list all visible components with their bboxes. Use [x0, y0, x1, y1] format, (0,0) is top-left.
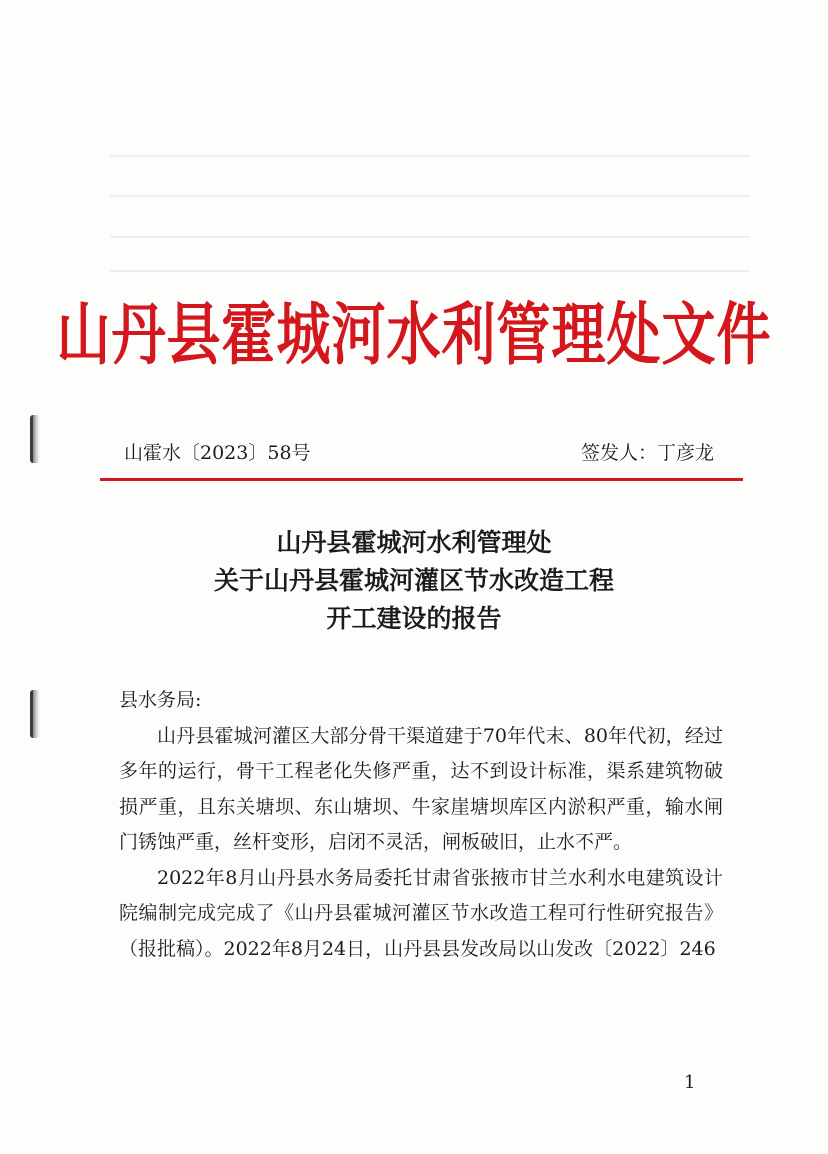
- document-body: [119, 683, 723, 967]
- report-title-line: 山丹县霍城河水利管理处: [276, 528, 552, 557]
- binding-staple-mark: [30, 415, 40, 463]
- report-title-line: 关于山丹县霍城河灌区节水改造工程: [213, 566, 614, 595]
- salutation: 县水务局:: [119, 689, 202, 711]
- bleed-through-line: [110, 155, 750, 157]
- issuer: [581, 440, 714, 466]
- bleed-through-line: [110, 270, 750, 272]
- page-number: 1: [684, 1072, 696, 1093]
- bleed-through-line: [110, 236, 750, 238]
- issuer-name: 丁彦龙: [656, 442, 714, 464]
- document-number: 山霍水〔2023〕58号: [124, 442, 311, 464]
- header-red-rule: [100, 478, 743, 481]
- report-title: [0, 524, 828, 638]
- document-meta-row: [124, 440, 714, 466]
- bleed-through-line: [110, 195, 750, 197]
- binding-staple-mark: [30, 690, 40, 738]
- report-title-line: 开工建设的报告: [326, 604, 502, 633]
- document-header-title: 山丹县霍城河水利管理处文件: [56, 294, 772, 375]
- body-paragraph: 山丹县霍城河灌区大部分骨干渠道建于70年代末、80年代初，经过多年的运行，骨干工程老化失修严重，达不到设计标准，渠系建筑物破损严重，且东关塘坝、东山塘坝、牛家崖塘坝库区内淤积严重，输水闸门锈蚀严重，丝杆变形，启闭不灵活，闸板破旧，止水不严。: [119, 724, 723, 853]
- body-paragraph: 2022年8月山丹县水务局委托甘肃省张掖市甘兰水利水电建筑设计院编制完成完成了《山丹县霍城河灌区节水改造工程可行性研究报告》（报批稿）。2022年8月24日，山丹县县发改局以山发改〔2022〕246: [119, 866, 723, 960]
- issuer-label: 签发人：: [580, 442, 657, 464]
